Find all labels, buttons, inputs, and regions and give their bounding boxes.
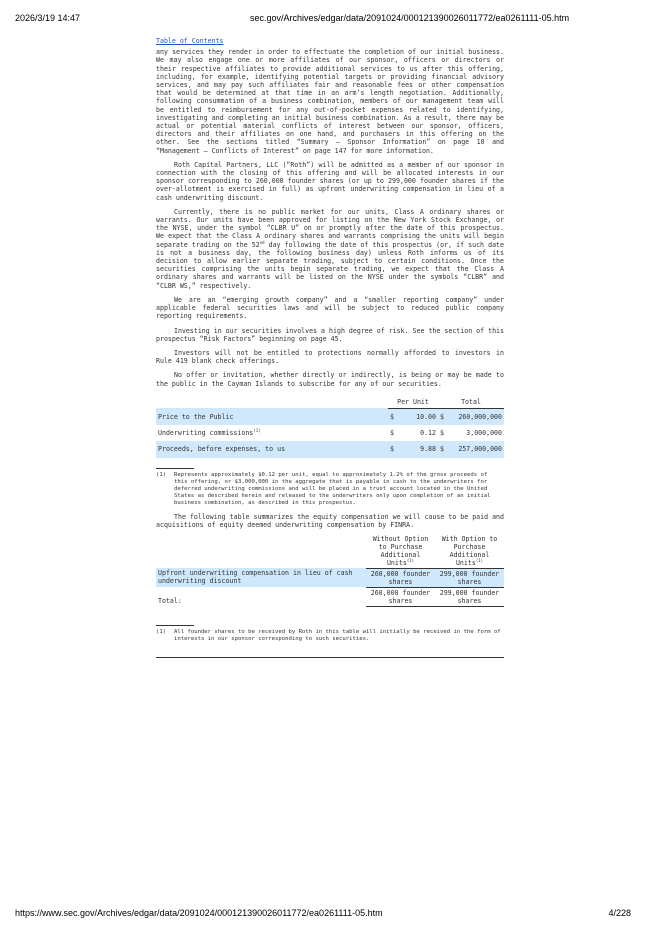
currency-symbol: $ — [438, 441, 448, 457]
row-label: Total: — [158, 597, 182, 606]
total-value: 260,000,000 — [448, 408, 504, 425]
print-footer-url: https://www.sec.gov/Archives/edgar/data/2091024/000121390026011772/ea0261111-05.htm — [15, 908, 383, 918]
equity-table-header — [156, 535, 504, 569]
footnote-number: (1) — [156, 628, 167, 635]
row-label: Underwriting commissions$^{(1)}$ — [158, 427, 261, 438]
per-unit-value: 0.12 — [420, 429, 436, 438]
paragraph-rule-419: Investors will not be entitled to protections normally afforded to investors in Rule 419 blank check offerings. — [156, 348, 504, 366]
currency-symbol: $ — [388, 408, 398, 425]
footnote-number: (1) — [156, 471, 167, 478]
offering-table — [156, 396, 504, 458]
row-label: Upfront underwriting compensation in lieu of cash underwriting discount — [156, 568, 366, 587]
footnote — [156, 629, 504, 643]
paragraph-cayman: No offer or invitation, whether directly or indirectly, is being or may be made to the public in the Cayman Islands to subscribe for any of our securities. — [156, 371, 504, 388]
footnote-ref: (1) — [253, 427, 261, 433]
currency-symbol: $ — [390, 429, 394, 438]
table-row — [156, 568, 504, 587]
footnote — [156, 472, 504, 507]
table-row — [156, 441, 504, 457]
with-option-value: 299,000 founder shares — [435, 568, 504, 587]
col-with-option: With Option to Purchase Additional Units$^{(1)}$ — [435, 535, 504, 569]
without-option-value: 260,000 founder shares — [366, 587, 435, 606]
without-option-value: 260,000 founder shares — [366, 568, 435, 587]
currency-symbol: $ — [440, 429, 444, 438]
total-value: 3,000,000 — [466, 429, 502, 438]
col-without-option: Without Option to Purchase Additional Units$^{(1)}$ — [366, 535, 435, 569]
print-page-url: sec.gov/Archives/edgar/data/2091024/000121390026011772/ea0261111-05.htm — [250, 13, 570, 23]
print-timestamp: 2026/3/19 14:47 — [15, 13, 81, 23]
per-unit-value: 9.88 — [398, 441, 438, 457]
table-row — [156, 587, 504, 606]
page-bottom-rule — [156, 657, 504, 658]
equity-compensation-table — [156, 535, 504, 607]
col-per-unit: Per Unit — [388, 396, 438, 409]
currency-symbol: $ — [438, 408, 448, 425]
row-label: Price to the Public — [156, 408, 388, 425]
paragraph-roth: Roth Capital Partners, LLC (“Roth”) will be admitted as a member of our sponsor in connection with the closing of this offering and will be allocated interests in our sponsor corresponding to 260,000 founder shares (or up to 299,000 founder shares if the over-allotment is exercised in full) as upfront underwriting compensation in lieu of a cash underwriting discount. — [156, 160, 504, 202]
print-page-count: 4/228 — [608, 908, 631, 918]
footnote-text: Represents approximately $0.12 per unit, equal to approximately 1.2% of the gross proceeds of this offering, or $3,000,000 in the aggregate that is payable in cash to the underwriters for deferred underwriting commissions and will be placed in a trust account located in the United States as described herein and released to the underwriters only upon completion of an initial business combination, as described in this prospectus. — [174, 471, 491, 506]
paragraph-egc: We are an “emerging growth company” and a “smaller reporting company” under applicable federal securities laws and will be subject to reduced public company reporting requirements. — [156, 295, 504, 321]
footnote-text: All founder shares to be received by Roth in this table will initially be received in the form of interests in our sponsor corresponding to such securities. — [174, 628, 501, 642]
col-total: Total — [438, 396, 504, 409]
paragraph-equity-intro: The following table summarizes the equity compensation we will cause to be paid and acquisitions of equity deemed underwriting compensation by FINRA. — [156, 512, 504, 529]
currency-symbol: $ — [388, 441, 398, 457]
document-body — [156, 37, 504, 658]
offering-table-header — [156, 396, 504, 409]
footnote-divider — [156, 468, 194, 469]
row-label: Proceeds, before expenses, to us — [156, 441, 388, 457]
paragraph-risk: Investing in our securities involves a high degree of risk. See the section of this prospectus “Risk Factors” beginning on page 45. — [156, 326, 504, 343]
paragraph-market: Currently, there is no public market for our units, Class A ordinary shares or warrants. Our units have been approved for listing on the New York Stock Exchange, or the NYSE, under the symbol “CLBR U” on or promptly after the date of this prospectus. We expect that the Class A ordinary shares and warrants comprising the units will begin separate trading on the 52nd day following the date of this prospectus (or, if such date is not a business day, the following business day) unless Roth informs us of its decision to allow earlier separate trading, subject to certain conditions. Once the securities comprising the units begin separate trading, we expect that the Class A ordinary shares and warrants will be listed on the NYSE under the symbols “CLBR” and “CLBR WS,” respectively. — [156, 207, 504, 290]
table-row — [156, 408, 504, 425]
with-option-value: 299,000 founder shares — [435, 587, 504, 606]
table-of-contents-link[interactable]: Table of Contents — [156, 37, 224, 45]
footnote-divider — [156, 625, 194, 626]
per-unit-value: 10.00 — [398, 408, 438, 425]
table-row — [156, 425, 504, 441]
paragraph-conflicts: any services they render in order to effectuate the completion of our initial business. We may also engage one or more affiliates of our sponsor, officers or directors or their respective affiliates to provide additional services to us after this offering, including, for example, identifying potential targets or providing financial advisory services, and may pay such affiliates fair and reasonable fees or other compensation that would be determined at that time in an arm’s length negotiation. Additionally, following consummation of a business combination, members of our management team will be entitled to reimbursement for any out-of-pocket expenses related to identifying, investigating and completing an initial business combination. As a result, there may be actual or potential material conflicts of interest between our sponsor, officers, directors and their affiliates on one hand, and purchasers in this offering on the other. See the sections titled “Summary — Sponsor Information” on page 10 and “Management — Conflicts of Interest” on page 147 for more information. — [156, 48, 504, 155]
total-value: 257,000,000 — [448, 441, 504, 457]
